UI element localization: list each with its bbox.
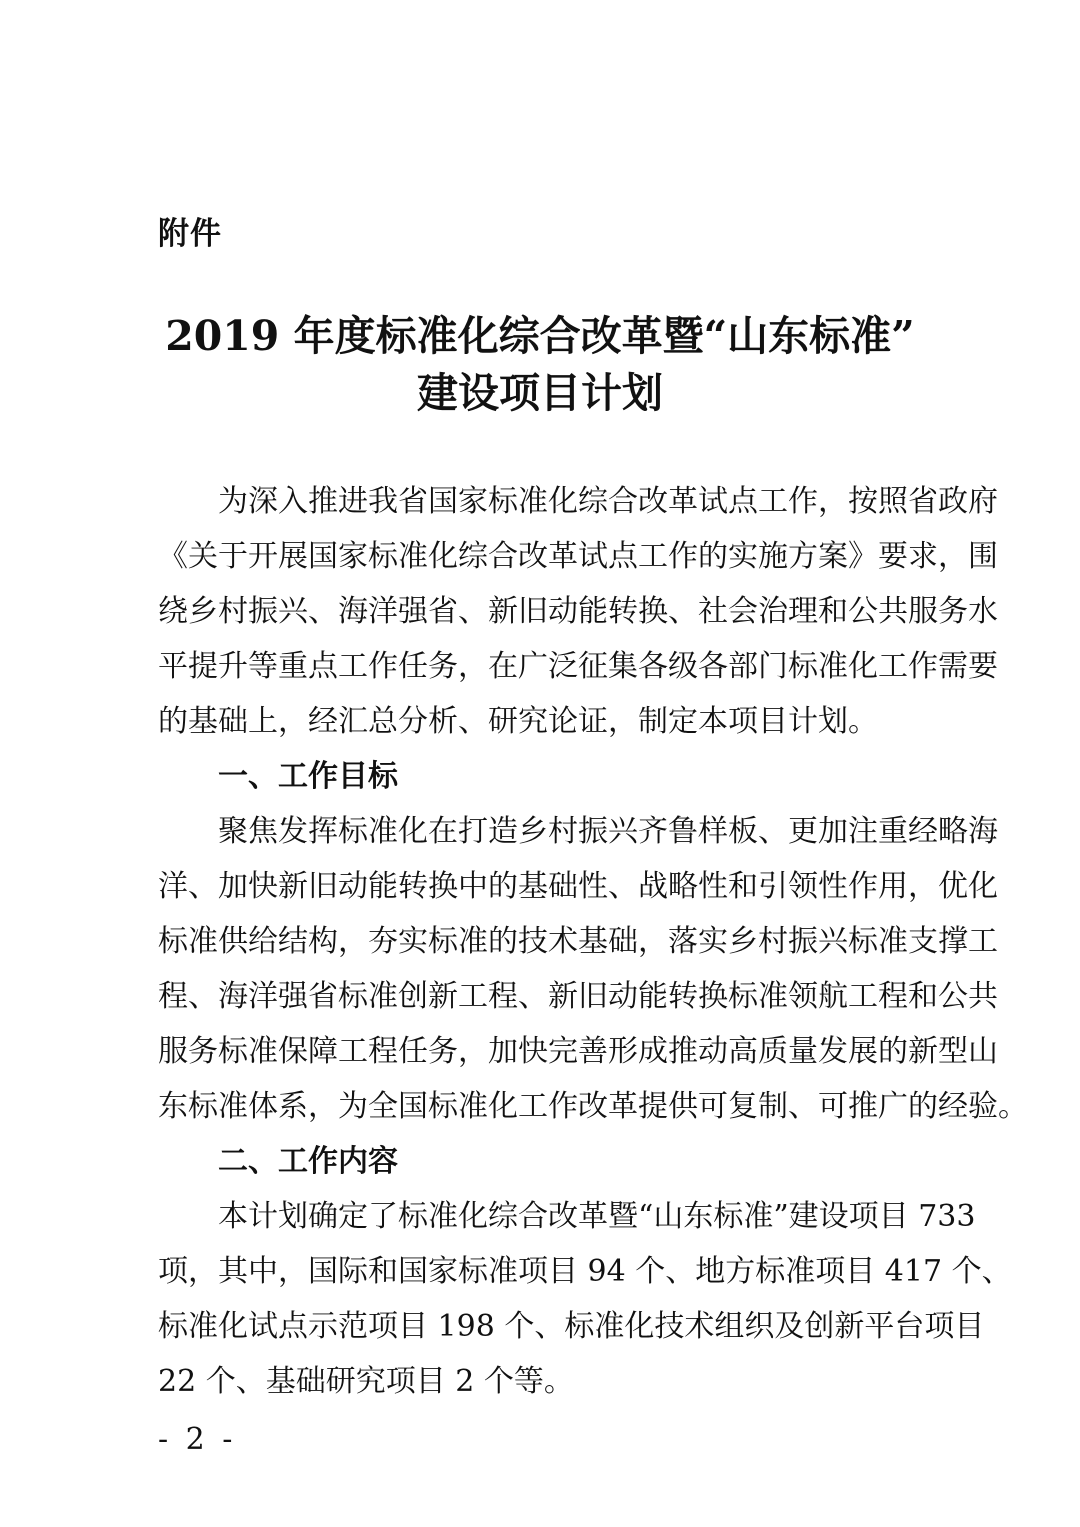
section1-line: 标准供给结构，夯实标准的技术基础，落实乡村振兴标准支撑工 xyxy=(158,924,998,959)
document-title-line-2: 建设项目计划 xyxy=(417,369,663,417)
page-number: - 2 - xyxy=(158,1422,237,1457)
section1-line: 服务标准保障工程任务，加快完善形成推动高质量发展的新型山 xyxy=(158,1034,998,1069)
intro-line: 平提升等重点工作任务，在广泛征集各级各部门标准化工作需要 xyxy=(158,649,998,684)
section1-line: 东标准体系，为全国标准化工作改革提供可复制、可推广的经验。 xyxy=(158,1089,1028,1124)
intro-line: 《关于开展国家标准化综合改革试点工作的实施方案》要求，围 xyxy=(158,539,998,574)
intro-line: 为深入推进我省国家标准化综合改革试点工作，按照省政府 xyxy=(218,484,998,519)
section2-line: 22 个、基础研究项目 2 个等。 xyxy=(158,1364,574,1399)
section1-line: 聚焦发挥标准化在打造乡村振兴齐鲁样板、更加注重经略海 xyxy=(218,814,998,849)
attachment-label: 附件 xyxy=(158,216,222,252)
section-heading-content: 二、工作内容 xyxy=(218,1144,398,1179)
section1-line: 洋、加快新旧动能转换中的基础性、战略性和引领性作用，优化 xyxy=(158,869,998,904)
section-heading-goals: 一、工作目标 xyxy=(218,759,398,794)
document-title-line-1: 2019 年度标准化综合改革暨“山东标准” xyxy=(165,312,915,360)
section1-line: 程、海洋强省标准创新工程、新旧动能转换标准领航工程和公共 xyxy=(158,979,998,1014)
section2-line: 标准化试点示范项目 198 个、标准化技术组织及创新平台项目 xyxy=(158,1309,985,1344)
section2-line: 项，其中，国际和国家标准项目 94 个、地方标准项目 417 个、 xyxy=(158,1254,1012,1289)
section2-line: 本计划确定了标准化综合改革暨“山东标准”建设项目 733 xyxy=(218,1199,976,1234)
intro-line: 绕乡村振兴、海洋强省、新旧动能转换、社会治理和公共服务水 xyxy=(158,594,998,629)
intro-line: 的基础上，经汇总分析、研究论证，制定本项目计划。 xyxy=(158,704,878,739)
